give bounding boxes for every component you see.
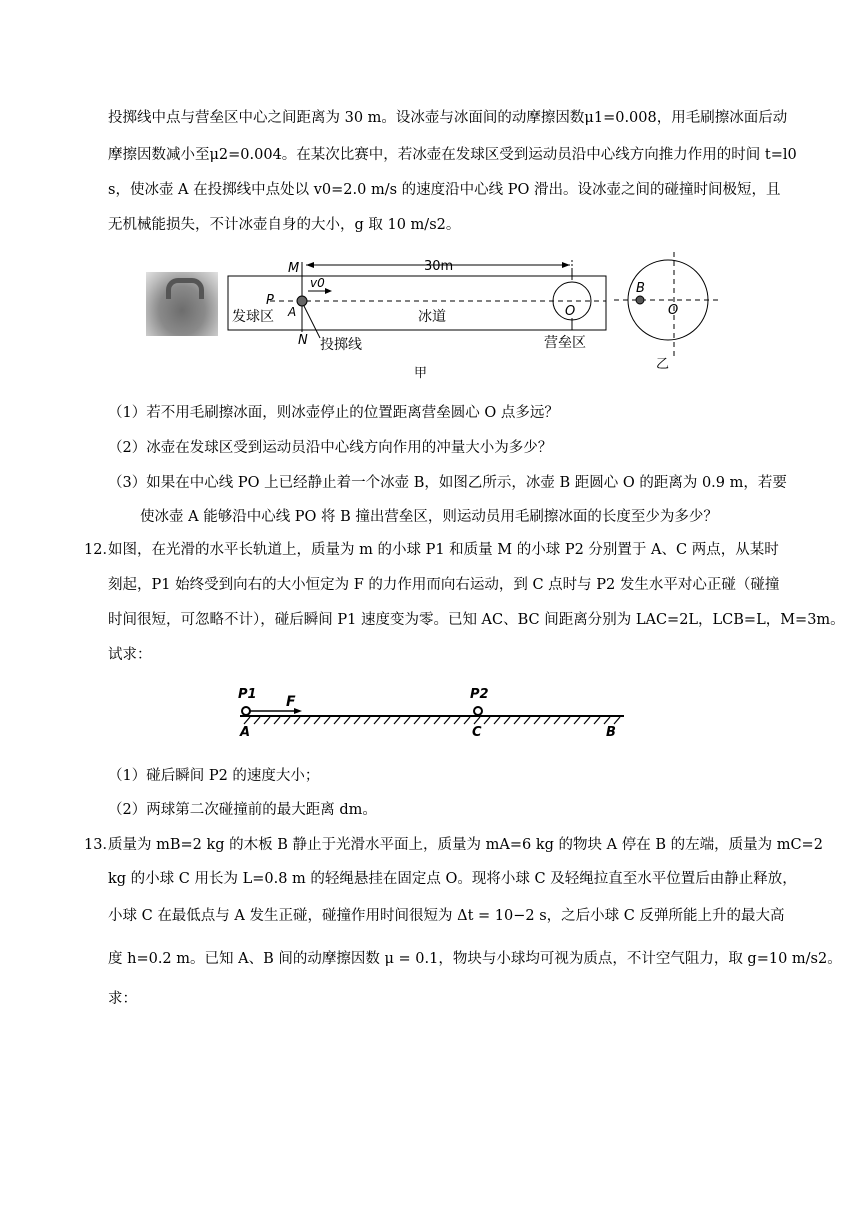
label-O: O — [565, 304, 576, 319]
q12-line-1: 如图，在光滑的水平长轨道上，质量为 m 的小球 P1 和质量 M 的小球 P2 分别置于 A、C 两点，从某时 — [108, 542, 779, 558]
q13-line-2: kg 的小球 C 用长为 L=0.8 m 的轻绳悬挂在固定点 O。现将小球 C 及轻绳拉直至水平位置后由静止释放， — [108, 871, 797, 887]
intro-line-3: s，使冰壶 A 在投掷线中点处以 v0=2.0 m/s 的速度沿中心线 PO 滑出。设冰壶之间的碰撞时间极短，且 — [108, 182, 781, 198]
label-O-yi: O — [668, 303, 679, 318]
q12-line-2: 刻起，P1 始终受到向右的大小恒定为 F 的力作用而向右运动，到 C 点时与 P2 发生水平对心正碰（碰撞 — [108, 577, 780, 593]
curling-handle-icon — [166, 278, 204, 299]
label-B-q12: B — [606, 725, 616, 740]
label-F: F — [286, 694, 296, 710]
ice-lane-rect — [228, 276, 606, 330]
ground-hatch — [244, 717, 620, 724]
figure-jia — [220, 252, 620, 360]
label-B: B — [636, 281, 645, 296]
label-A: A — [288, 305, 297, 319]
q11-sub-3: （3）如果在中心线 PO 上已经静止着一个冰壶 B，如图乙所示，冰壶 B 距圆心 O 的距离为 0.9 m，若要 — [108, 475, 787, 491]
stone-b — [636, 296, 644, 304]
caption-yi: 乙 — [656, 357, 670, 372]
q11-sub-2: （2）冰壶在发球区受到运动员沿中心线方向作用的冲量大小为多少？ — [108, 440, 553, 456]
q13-line-3: 小球 C 在最低点与 A 发生正碰，碰撞作用时间很短为 Δt = 10−2 s，之后小球 C 反弹所能上升的最大高 — [108, 908, 785, 924]
figure-yi — [614, 252, 734, 372]
q12-line-3: 时间很短，可忽略不计），碰后瞬间 P1 速度变为零。已知 AC、BC 间距离分别为 LAC=2L，LCB=L，M=3m。 — [108, 612, 845, 628]
q13-line-1: 质量为 mB=2 kg 的木板 B 静止于光滑水平面上，质量为 mA=6 kg 的物块 A 停在 B 的左端，质量为 mC=2 — [108, 837, 823, 853]
q13-line-5: 求： — [108, 991, 137, 1007]
intro-line-1: 投掷线中点与营垒区中心之间距离为 30 m。设冰壶与冰面间的动摩擦因数μ1=0.008，用毛刷擦冰面后动 — [108, 110, 788, 126]
label-ice-lane: 冰道 — [418, 309, 446, 325]
label-N: N — [298, 333, 308, 348]
label-house: 营垒区 — [544, 335, 586, 351]
q12-number: 12． — [84, 542, 117, 558]
label-P2: P2 — [470, 687, 489, 702]
q11-sub-3-cont: 使冰壶 A 能够沿中心线 PO 将 B 撞出营垒区，则运动员用毛刷擦冰面的长度至少为多少？ — [140, 509, 718, 525]
q12-sub-1: （1）碰后瞬间 P2 的速度大小； — [108, 768, 320, 784]
label-P: P — [266, 293, 274, 308]
intro-line-2: 摩擦因数减小至μ2=0.004。在某次比赛中，若冰壶在发球区受到运动员沿中心线方向推力作用的时间 t=l0 — [108, 147, 797, 163]
label-launch-zone: 发球区 — [232, 309, 274, 325]
ball-p2 — [474, 707, 482, 715]
label-C-q12: C — [472, 725, 482, 740]
stone-a — [297, 296, 307, 306]
label-throw-line: 投掷线 — [320, 337, 362, 353]
q12-line-4: 试求： — [108, 647, 152, 663]
curling-photo — [146, 272, 218, 336]
intro-line-4: 无机械能损失，不计冰壶自身的大小，g 取 10 m/s2。 — [108, 217, 461, 233]
caption-jia: 甲 — [414, 366, 428, 381]
label-P1: P1 — [238, 687, 257, 702]
label-A-q12: A — [240, 725, 251, 740]
ball-p1 — [242, 707, 250, 715]
label-v0: v0 — [310, 276, 325, 290]
q13-number: 13． — [84, 837, 117, 853]
q11-sub-1: （1）若不用毛刷擦冰面，则冰壶停止的位置距离营垒圆心 O 点多远？ — [108, 405, 559, 421]
q12-sub-2: （2）两球第二次碰撞前的最大距离 dm。 — [108, 802, 377, 818]
label-M: M — [288, 261, 300, 276]
figure-q12 — [234, 680, 634, 740]
q13-line-4: 度 h=0.2 m。已知 A、B 间的动摩擦因数 μ = 0.1，物块与小球均可视为质点，不计空气阻力，取 g=10 m/s2。 — [108, 951, 842, 967]
label-distance: 30m — [424, 259, 454, 274]
